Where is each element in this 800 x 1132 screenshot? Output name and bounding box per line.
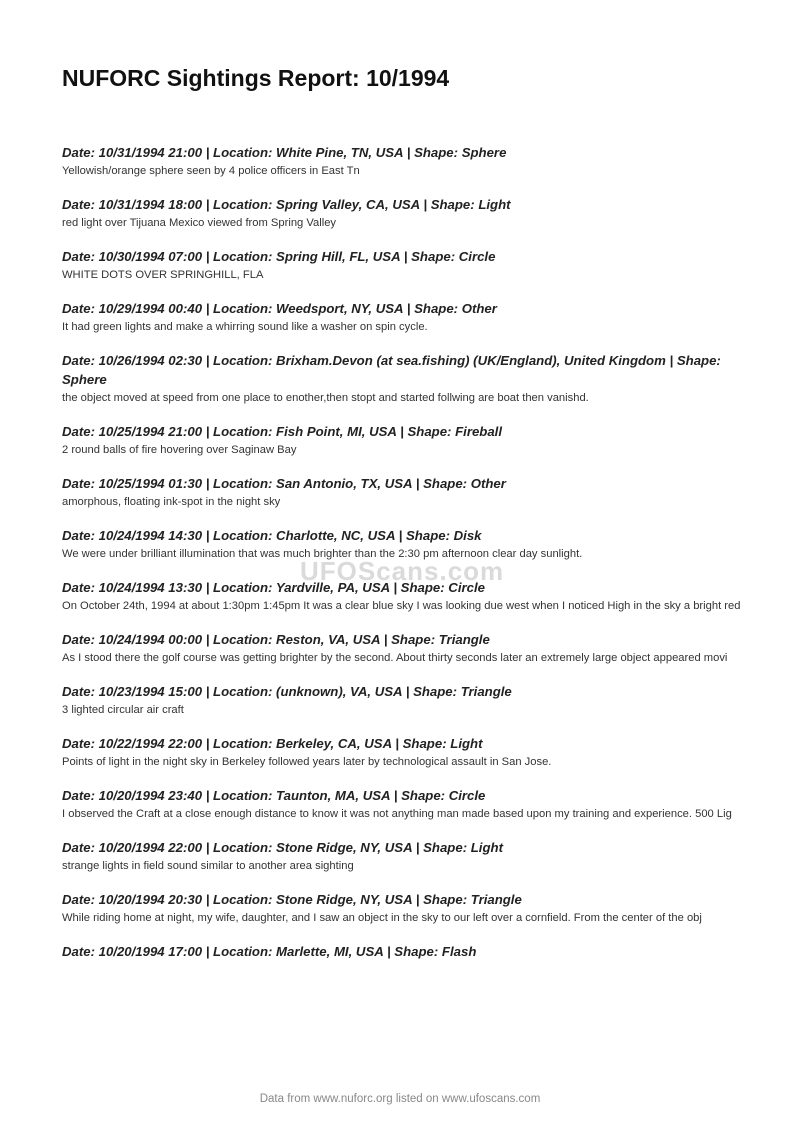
sighting-summary: While riding home at night, my wife, daughter, and I saw an object in the sky to our left over a cornfield. From the center of the obj [62, 912, 702, 924]
sighting-entry [62, 786, 742, 822]
sightings-list [62, 143, 742, 977]
sighting-heading: Date: 10/30/1994 07:00 | Location: Spring Hill, FL, USA | Shape: Circle [62, 249, 496, 264]
sighting-heading: Date: 10/20/1994 22:00 | Location: Stone Ridge, NY, USA | Shape: Light [62, 840, 503, 855]
sighting-entry [62, 526, 742, 562]
sighting-entry [62, 247, 742, 283]
sighting-heading: Date: 10/20/1994 17:00 | Location: Marlette, MI, USA | Shape: Flash [62, 944, 477, 959]
sighting-heading: Date: 10/26/1994 02:30 | Location: Brixham.Devon (at sea.fishing) (UK/England), United Kingdom | Shape: Sphere [62, 353, 721, 387]
page-title: NUFORC Sightings Report: 10/1994 [62, 65, 450, 91]
sighting-entry [62, 630, 742, 666]
sighting-summary: On October 24th, 1994 at about 1:30pm 1:45pm It was a clear blue sky I was looking due west when I noticed High in the sky a bright red [62, 600, 741, 612]
sighting-heading: Date: 10/20/1994 23:40 | Location: Taunton, MA, USA | Shape: Circle [62, 788, 486, 803]
sighting-summary: 2 round balls of fire hovering over Saginaw Bay [62, 444, 297, 456]
sighting-summary: WHITE DOTS OVER SPRINGHILL, FLA [62, 269, 264, 281]
sighting-entry [62, 838, 742, 874]
sighting-heading: Date: 10/29/1994 00:40 | Location: Weedsport, NY, USA | Shape: Other [62, 301, 497, 316]
sighting-entry [62, 422, 742, 458]
sighting-summary: Points of light in the night sky in Berkeley followed years later by technological assault in San Jose. [62, 756, 552, 768]
watermark: UFOScans.com [300, 556, 505, 586]
sighting-heading: Date: 10/25/1994 01:30 | Location: San Antonio, TX, USA | Shape: Other [62, 476, 506, 491]
sighting-entry [62, 682, 742, 718]
sighting-summary: red light over Tijuana Mexico viewed from Spring Valley [62, 217, 337, 229]
sighting-heading: Date: 10/31/1994 18:00 | Location: Spring Valley, CA, USA | Shape: Light [62, 197, 511, 212]
sighting-entry [62, 351, 742, 406]
sighting-summary: It had green lights and make a whirring sound like a washer on spin cycle. [62, 321, 428, 333]
sighting-heading: Date: 10/23/1994 15:00 | Location: (unknown), VA, USA | Shape: Triangle [62, 684, 512, 699]
page-footer: Data from www.nuforc.org listed on www.ufoscans.com [259, 1093, 541, 1105]
sighting-heading: Date: 10/22/1994 22:00 | Location: Berkeley, CA, USA | Shape: Light [62, 736, 483, 751]
sighting-heading: Date: 10/25/1994 21:00 | Location: Fish Point, MI, USA | Shape: Fireball [62, 424, 502, 439]
sighting-entry [62, 942, 742, 961]
sighting-summary: We were under brilliant illumination that was much brighter than the 2:30 pm afternoon clear day sunlight. [62, 548, 583, 560]
sighting-heading: Date: 10/20/1994 20:30 | Location: Stone Ridge, NY, USA | Shape: Triangle [62, 892, 522, 907]
sighting-summary: I observed the Craft at a close enough distance to know it was not anything man made based upon my training and experience. 500 Lig [62, 808, 732, 820]
sighting-heading: Date: 10/24/1994 13:30 | Location: Yardville, PA, USA | Shape: Circle [62, 580, 485, 595]
sighting-summary: amorphous, floating ink-spot in the night sky [62, 496, 281, 508]
sighting-summary: Yellowish/orange sphere seen by 4 police officers in East Tn [62, 165, 360, 177]
sighting-heading: Date: 10/31/1994 21:00 | Location: White Pine, TN, USA | Shape: Sphere [62, 145, 507, 160]
sighting-entry [62, 578, 742, 614]
sighting-entry [62, 734, 742, 770]
sighting-entry [62, 890, 742, 926]
sighting-summary: As I stood there the golf course was getting brighter by the second. About thirty seconds later an extremely large object appeared movi [62, 652, 728, 664]
sighting-summary: 3 lighted circular air craft [62, 704, 184, 716]
sighting-heading: Date: 10/24/1994 14:30 | Location: Charlotte, NC, USA | Shape: Disk [62, 528, 482, 543]
sighting-heading: Date: 10/24/1994 00:00 | Location: Reston, VA, USA | Shape: Triangle [62, 632, 490, 647]
sighting-entry [62, 299, 742, 335]
sighting-entry [62, 143, 742, 179]
sighting-entry [62, 195, 742, 231]
sighting-summary: strange lights in field sound similar to another area sighting [62, 860, 354, 872]
sighting-summary: the object moved at speed from one place to enother,then stopt and started follwing are boat then vanishd. [62, 392, 589, 404]
sighting-entry [62, 474, 742, 510]
